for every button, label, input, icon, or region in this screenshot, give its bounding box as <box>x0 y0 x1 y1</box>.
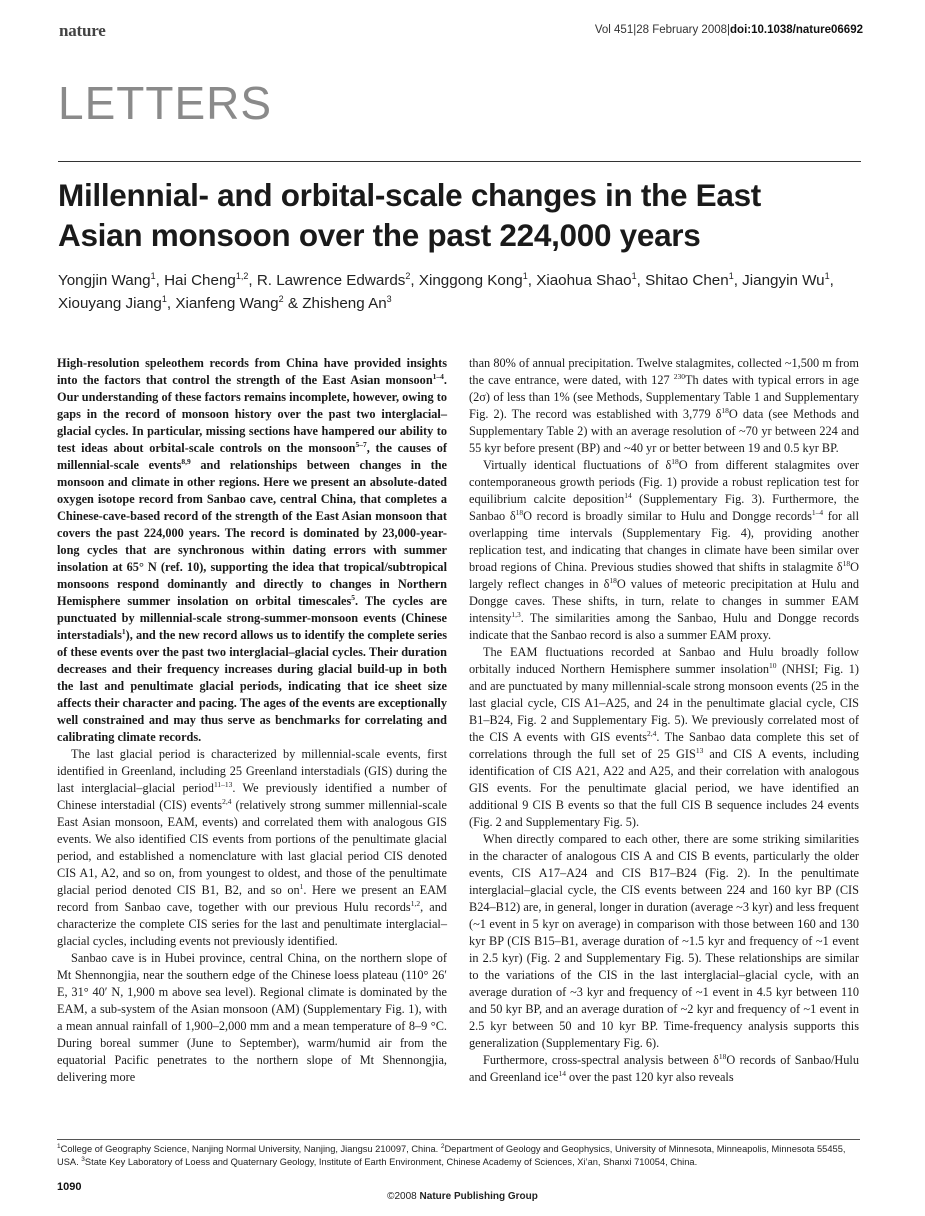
author-affiliation-marker: 1 <box>631 271 637 281</box>
author-name: R. Lawrence Edwards <box>256 272 406 289</box>
author-name: Shitao Chen <box>645 272 729 289</box>
author-affiliation-marker: 2 <box>278 294 284 304</box>
author-affiliation-marker: 1 <box>824 271 830 281</box>
body-paragraph: than 80% of annual precipitation. Twelve stalagmites, collected ~1,500 m from the cave entrance, were dated, with 127 $^{230}$Th dates with typical errors in age (2σ) of less than 1% (see Methods, Supplementary Table 1 and Supplementary Fig. 2). The record was established with 3,779 $\delta^{18}O$ data (see Methods and Supplementary Table 2) with an average resolution of ~70 yr between 224 and 55 kyr before present (BP) and ~40 yr or better between 19 and 0.5 kyr BP. <box>469 356 859 455</box>
author-affiliation-marker: 2 <box>405 271 411 281</box>
body-column-left <box>57 355 447 1086</box>
copyright-year: ©2008 <box>387 1191 417 1202</box>
footnote-rule <box>57 1139 860 1140</box>
doi-link[interactable]: doi:10.1038/nature06692 <box>730 24 863 36</box>
journal-name: nature <box>59 21 106 40</box>
author-name: Hai Cheng <box>164 272 236 289</box>
author-affiliation-marker: 1 <box>728 271 734 281</box>
author-name: Zhisheng An <box>302 295 387 312</box>
author-name: Xianfeng Wang <box>175 295 279 312</box>
affiliations: $^1$College of Geography Science, Nanjing Normal University, Nanjing, Jiangsu 210097, China. $^2$Department of Geology and Geophysics, University of Minnesota, Minneapolis, Minnesota 55455, USA. $^3$State Key Laboratory of Loess and Quaternary Geology, Institute of Earth Environment, Chinese Academy of Sciences, Xi’an, Shanxi 710054, China. <box>57 1143 846 1167</box>
author-name: Xiouyang Jiang <box>58 295 162 312</box>
body-paragraph: Sanbao cave is in Hubei province, central China, on the northern slope of Mt Shennongjia, near the southern edge of the Chinese loess plateau (110° 26′ E, 31° 40′ N, 1,900 m above sea level). Regional climate is dominated by the EAM, a sub-system of the Asian monsoon (AM) (Supplementary Fig. 1), with a mean annual rainfall of 1,900–2,000 mm and a mean temperature of 8–9 °C. During boreal summer (June to September), warm/humid air from the equatorial Pacific penetrates to the northern slope of Mt Shennongjia, delivering more <box>57 951 447 1084</box>
author-name: Jiangyin Wu <box>742 272 825 289</box>
publisher-name: Nature Publishing Group <box>419 1191 538 1202</box>
author-affiliation-marker: 1 <box>522 271 528 281</box>
author-name: Yongjin Wang <box>58 272 151 289</box>
author-affiliation-marker: 1,2 <box>235 271 249 281</box>
abstract-paragraph: High-resolution speleothem records from China have provided insights into the factors that control the strength of the East Asian monsoon$^{1-4}$. Our understanding of these factors remains incomplete, however, owing to gaps in the record of monsoon history over the past two interglacial–glacial cycles. In particular, missing sections have hampered our ability to test ideas about orbital-scale controls on the monsoon$^{5-7}$, the causes of millennial-scale events$^{8,9}$ and relationships between changes in the monsoon and climate in other regions. Here we present an absolute-dated oxygen isotope record from Sanbao cave, central China, that completes a Chinese-cave-based record of the strength of the East Asian monsoon that covers the past 224,000 years. The record is dominated by 23,000-year-long cycles that are synchronous within dating errors with summer insolation at 65° N (ref. 10), supporting the idea that tropical/subtropical monsoons respond dominantly and directly to changes in Northern Hemisphere summer insolation on orbital timescales$^5$. The cycles are punctuated by millennial-scale strong-summer-monsoon events (Chinese interstadials$^1$), and the new record allows us to identify the complete series of these events over the past two interglacial–glacial cycles. Their duration decreases and their frequency increases during glacial build-up in both the last and penultimate glacial periods, indicating that ice sheet size affects their character and pacing. The ages of the events are exceptionally well constrained and may thus serve as benchmarks for correlating and calibrating climate records. <box>57 356 447 744</box>
article-title: Millennial- and orbital-scale changes in the East Asian monsoon over the past 224,000 years <box>58 177 761 253</box>
issue-date: 28 February 2008 <box>636 24 728 36</box>
body-paragraph: When directly compared to each other, there are some striking similarities in the character of analogous CIS A and CIS B events, particularly the older events, CIS A17–A24 and CIS B17–B24 (Fig. 2). In the penultimate interglacial–glacial cycle, the CIS events between 224 and 160 kyr BP (CIS B24–B12) are, in general, longer in duration (average ~3 kyr) and less frequent (~1 event in 5 kyr on average) in comparison with those between 160 and 130 kyr BP (CIS B15–B1, average duration of ~1.5 kyr and frequency of ~1 event in 2.5 kyr) (Fig. 2 and Supplementary Fig. 5). These relationships are similar to the variations of the CIS in the last interglacial–glacial cycle, with an average duration of ~3 kyr and frequency of ~1 event in 4.5 kyr between 110 and 50 kyr BP, and an average duration of ~2 kyr and frequency of ~1 event in 2.5 kyr between 50 and 10 kyr BP. Time-frequency analysis supports this generalization (Supplementary Fig. 6). <box>469 832 859 1050</box>
body-paragraph: The last glacial period is characterized by millennial-scale events, first identified in Greenland, including 25 Greenland interstadials (GIS) during the last interglacial–glacial period$^{11-13}$. We previously identified a number of Chinese interstadial (CIS) events$^{2,4}$ (relatively strong summer millennial-scale East Asian monsoon, EAM, events) and correlated them with analogous GIS events. We also identified CIS events from portions of the penultimate glacial period, and established a nomenclature with last glacial period CIS denoted CIS A1, A2, and so on, from youngest to oldest, and those of the penultimate glacial period denoted CIS B1, B2, and so $on^1$. Here we present an EAM record from Sanbao cave, together with our previous Hulu records$^{1,2}$, and characterize the complete CIS series for the last and penultimate interglacial–glacial cycles, including events not previously identified. <box>57 747 448 948</box>
header-rule <box>58 161 861 162</box>
author-name: Xiaohua Shao <box>536 272 632 289</box>
citation-line: Vol 451|28 February 2008|doi:10.1038/nature06692 <box>594 24 863 36</box>
body-paragraph: Virtually identical fluctuations of $\delta^{18}O$ from different stalagmites over contemporaneous growth periods (Fig. 1) provide a robust replication test for equilibrium calcite deposition$^{14}$ (Supplementary Fig. 3). Furthermore, the Sanbao $\delta^{18}O$ record is broadly similar to Hulu and Dongge records$^{1-4}$ for all overlapping time intervals (Supplementary Fig. 4), providing another replication test, and indicating that changes in climate have been similar over broad regions of China. Previous studies showed that shifts in stalagmite $\delta^{18}O$ largely reflect changes in $\delta^{18}O$ values of meteoric precipitation at Hulu and Dongge caves. These shifts, in turn, relate to changes in summer EAM intensity$^{1,3}$. The similarities among the Sanbao, Hulu and Dongge records indicate that the Sanbao record is also a summer EAM proxy. <box>469 457 860 642</box>
volume: Vol 451 <box>594 24 634 36</box>
author-affiliation-marker: 1 <box>150 271 156 281</box>
author-affiliation-marker: 3 <box>386 294 392 304</box>
author-affiliation-marker: 1 <box>161 294 167 304</box>
copyright-line <box>0 1191 925 1202</box>
body-paragraph: Furthermore, cross-spectral analysis between $\delta^{18}O$ records of Sanbao/Hulu and Greenland ice$^{14}$ over the past 120 kyr also reveals <box>469 1052 859 1084</box>
body-paragraph: The EAM fluctuations recorded at Sanbao and Hulu broadly follow orbitally induced Northern Hemisphere summer insolation$^{10}$ (NHSI; Fig. 1) and are punctuated by many millennial-scale strong monsoon events (25 in the last glacial cycle, CIS A1–A25, and 24 in the penultimate glacial cycle, CIS B1–B24, Fig. 2 and Supplementary Fig. 5). We previously correlated most of the CIS A events with GIS events$^{2,4}$. The Sanbao data complete this set of correlations through the full set of 25 GIS$^{13}$ and CIS A events, including identification of CIS A21, A22 and A25, and their correlation with analogous GIS events. For the penultimate glacial period, we have identified an additional 9 CIS B events so that the full CIS B sequence includes 24 events (Fig. 2 and Supplementary Fig. 5). <box>469 645 859 829</box>
author-list: Yongjin Wang$^1$, Hai Cheng$^{1,2}$, R. Lawrence Edwards$^2$, Xinggong Kong$^1$, Xiaohua Shao$^1$, Shitao Chen$^1$, Jiangyin Wu$^1$, Xiouyang Jiang$^1$, Xianfeng Wang$^2$ & Zhisheng An$^3$ <box>58 271 834 312</box>
section-label: LETTERS <box>58 77 273 129</box>
author-name: Xinggong Kong <box>418 272 523 289</box>
body-column-right <box>469 355 859 1086</box>
page-number: 1090 <box>57 1181 82 1193</box>
